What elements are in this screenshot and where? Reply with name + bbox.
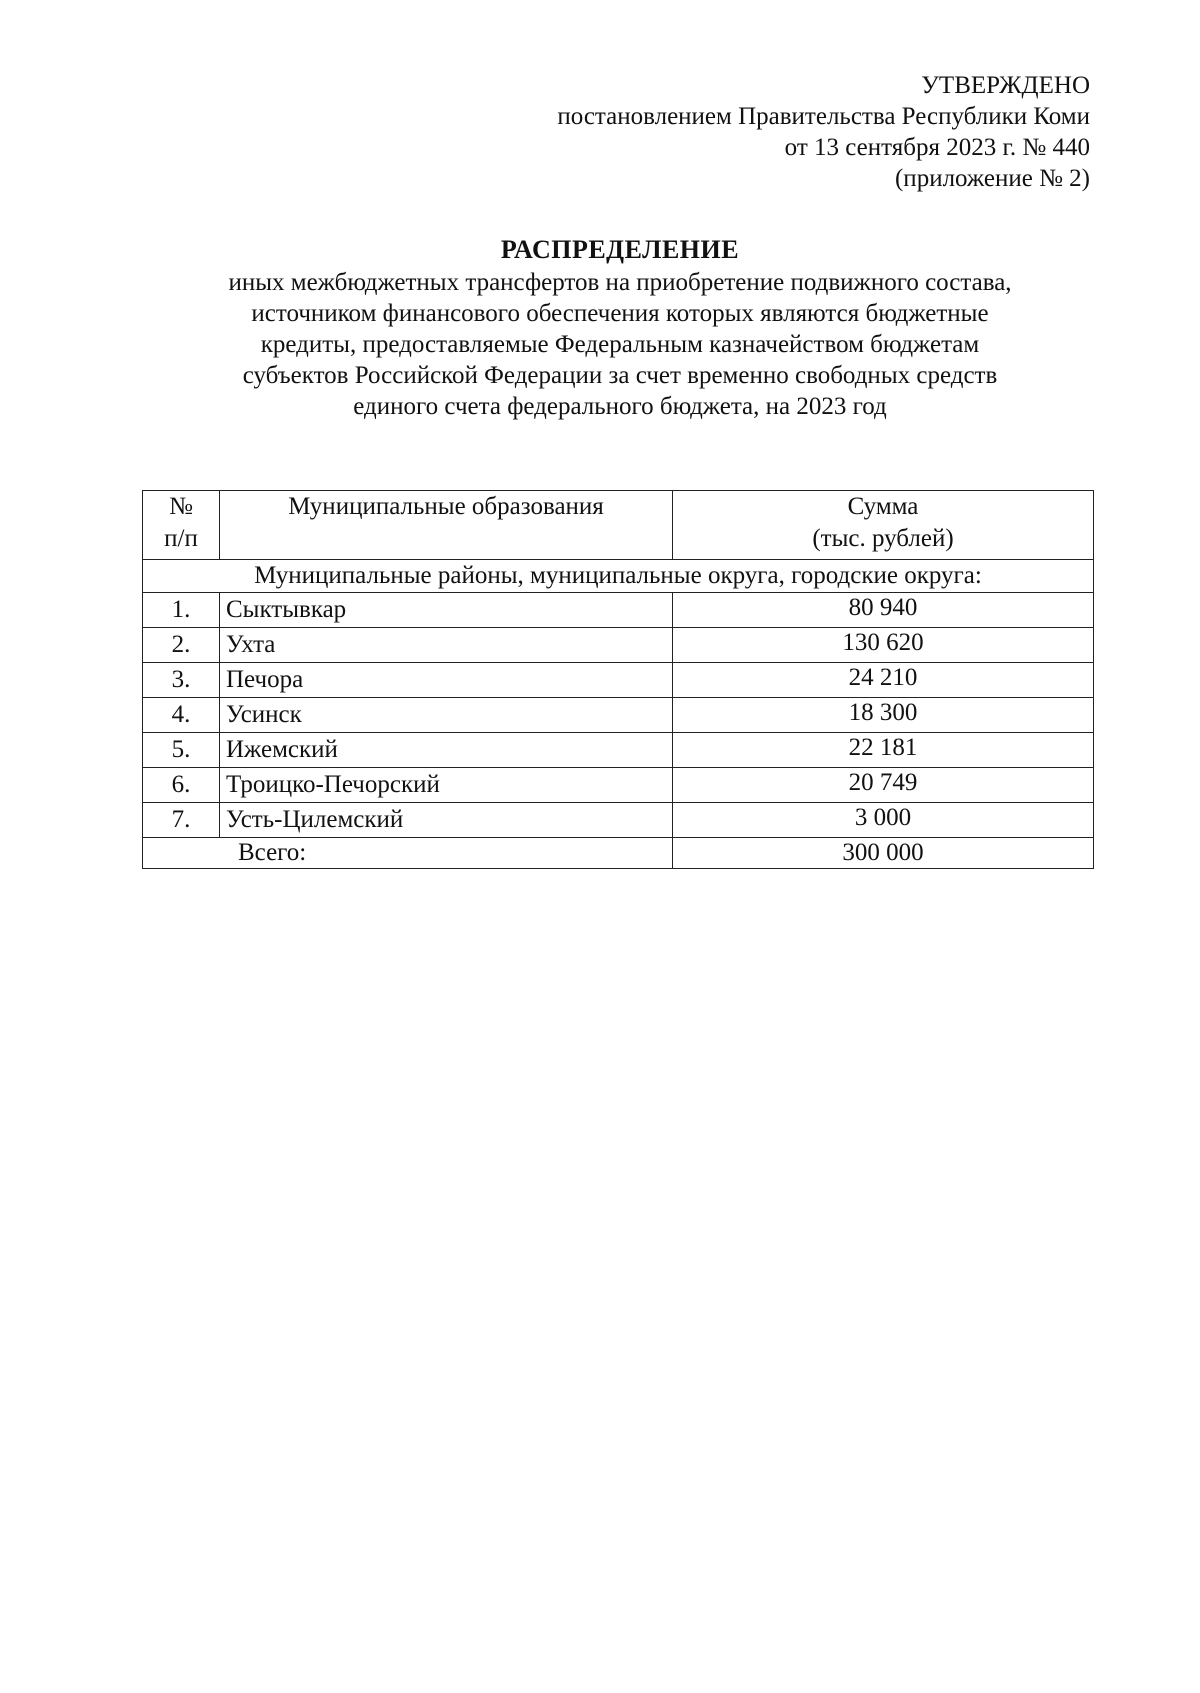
subtitle-line: единого счета федерального бюджета, на 2023 год xyxy=(353,393,887,420)
table-row xyxy=(143,733,1094,768)
row-sum: 130 620 xyxy=(673,628,1094,663)
table-row xyxy=(143,628,1094,663)
row-sum: 80 940 xyxy=(673,593,1094,628)
row-number: 7. xyxy=(143,803,220,838)
approval-appendix: (приложение № 2) xyxy=(894,165,1090,192)
header-sum xyxy=(673,491,1094,560)
row-number: 2. xyxy=(143,628,220,663)
subtitle-line: кредиты, предоставляемые Федеральным казначейством бюджетам xyxy=(260,331,980,358)
distribution-table xyxy=(142,490,1094,869)
table-row xyxy=(143,663,1094,698)
approval-block xyxy=(390,70,1090,194)
row-sum: 24 210 xyxy=(673,663,1094,698)
row-number: 5. xyxy=(143,733,220,768)
row-municipality: Троицко-Печорский xyxy=(220,768,673,803)
table-row xyxy=(143,593,1094,628)
header-number-symbol: № xyxy=(169,493,193,520)
approval-stamp: УТВЕРЖДЕНО xyxy=(921,72,1090,99)
row-number: 4. xyxy=(143,698,220,733)
subtitle-line: источником финансового обеспечения которых являются бюджетные xyxy=(251,300,989,327)
row-municipality: Ижемский xyxy=(220,733,673,768)
row-number: 6. xyxy=(143,768,220,803)
table-row xyxy=(143,803,1094,838)
row-municipality: Ухта xyxy=(220,628,673,663)
row-number: 3. xyxy=(143,663,220,698)
header-municipality: Муниципальные образования xyxy=(220,491,673,560)
section-row xyxy=(143,560,1094,593)
section-label: Муниципальные районы, муниципальные округа, городские округа: xyxy=(143,560,1094,593)
table-row xyxy=(143,698,1094,733)
row-municipality: Печора xyxy=(220,663,673,698)
subtitle-line: иных межбюджетных трансфертов на приобретение подвижного состава, xyxy=(228,269,1012,296)
approval-authority: постановлением Правительства Республики Коми xyxy=(557,103,1090,130)
document-title: РАСПРЕДЕЛЕНИЕ xyxy=(500,235,740,264)
header-sum-label: Сумма xyxy=(847,493,919,520)
row-sum: 22 181 xyxy=(673,733,1094,768)
header-sum-unit: (тыс. рублей) xyxy=(812,525,954,552)
table-header-row xyxy=(143,491,1094,560)
row-sum: 18 300 xyxy=(673,698,1094,733)
document-heading xyxy=(150,233,1090,422)
row-municipality: Сыктывкар xyxy=(220,593,673,628)
table-row xyxy=(143,768,1094,803)
row-municipality: Усть-Цилемский xyxy=(220,803,673,838)
row-sum: 3 000 xyxy=(673,803,1094,838)
total-row xyxy=(143,838,1094,869)
approval-date-number: от 13 сентября 2023 г. № 440 xyxy=(784,134,1090,161)
total-label: Всего: xyxy=(143,838,673,869)
document-subtitle xyxy=(150,267,1090,422)
header-number xyxy=(143,491,220,560)
total-sum: 300 000 xyxy=(673,838,1094,869)
row-municipality: Усинск xyxy=(220,698,673,733)
subtitle-line: субъектов Российской Федерации за счет временно свободных средств xyxy=(242,362,998,389)
row-sum: 20 749 xyxy=(673,768,1094,803)
row-number: 1. xyxy=(143,593,220,628)
header-number-abbrev: п/п xyxy=(164,525,198,552)
